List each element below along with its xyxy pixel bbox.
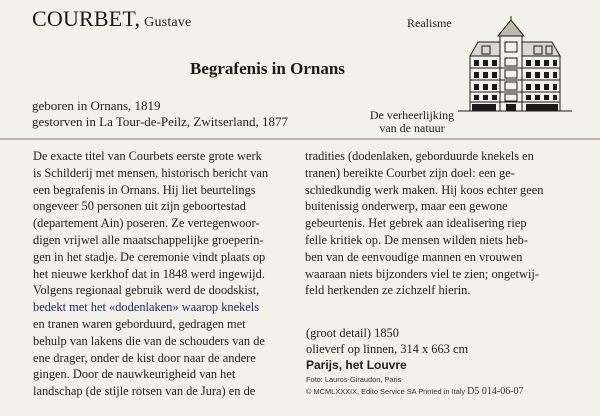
theme-caption <box>352 109 472 135</box>
text-line: ben van de eenvoudige mannen en vrouwen <box>305 249 523 264</box>
copyright-line <box>306 386 524 398</box>
text-line: schiedkundig werk maken. Hij koos echter geen <box>305 182 544 197</box>
photo-credit: Foto: Lauros-Giraudon, Paris <box>306 375 402 384</box>
painting-title: Begrafenis in Ornans <box>190 59 345 78</box>
text-line: en tranen waren geborduurd, gedragen met <box>33 316 246 331</box>
description-column-2 <box>305 148 575 299</box>
text-line: ene drager, onder de kist door naar de andere <box>33 350 256 365</box>
description-column-1 <box>33 148 285 400</box>
text-line: gingen. Door de nauwkeurigheid van het <box>33 367 236 382</box>
text-line: Volgens regionaal gebruik werd de doodskist, <box>33 283 260 298</box>
art-movement: Realisme <box>407 16 452 30</box>
death-info: gestorven in La Tour-de-Peilz, Zwitserland, 1877 <box>32 114 288 129</box>
text-line: (departement Ain) poseren. Ze vertegenwoor- <box>33 216 260 231</box>
artist-bio <box>32 98 288 130</box>
text-line: feld herkenden ze zichzelf hierin. <box>305 283 471 298</box>
text-line: behulp van lakens die van de schouders van de <box>33 333 265 348</box>
text-line: tradities (dodenlaken, geborduurde knekels en <box>305 149 534 163</box>
text-line: felle kritiek op. De mensen wilden niets heb- <box>305 232 528 247</box>
text-line: een begrafenis in Ornans. Hij liet beurtelings <box>33 182 256 197</box>
copyright-text: © MCMLXXXIX, Edito Service SA Printed in Italy <box>306 387 466 396</box>
birth-info: geboren in Ornans, 1819 <box>32 98 161 113</box>
medium-dimensions: olieverf op linnen, 314 x 663 cm <box>306 342 469 356</box>
theme-line-1: De verheerlijking <box>369 108 455 122</box>
text-line: landschap (de stijle rotsen van de Jura) en de <box>33 384 256 399</box>
credits <box>306 374 524 398</box>
text-line: buitenissig onderwerp, maar een gewone <box>305 199 508 214</box>
text-line: digen vrijwel alle maatschappelijke groeperin- <box>33 232 264 247</box>
text-line: De exacte titel van Courbets eerste grote werk <box>33 149 262 163</box>
text-line: is Schilderij met mensen, historisch bericht van <box>33 165 269 180</box>
text-line: het nieuwe kerkhof dat in 1848 werd ingewijd. <box>33 266 265 281</box>
artist-name <box>32 6 191 32</box>
text-line: ongeveer 50 personen uit zijn geboortestad <box>33 199 246 214</box>
text-line: gebeurtenis. Het gebrek aan idealisering riep <box>305 216 527 231</box>
text-line: gen in het stadje. De ceremonie vindt plaats op <box>33 249 266 264</box>
text-line: tranen) bereikte Courbet zijn doel: een ge- <box>305 165 515 180</box>
building-illustration-icon <box>456 16 574 114</box>
detail-year: (groot detail) 1850 <box>306 326 399 340</box>
text-line: bedekt met het «dodenlaken» waarop knekels <box>33 300 260 315</box>
card-code: D5 014-06-07 <box>467 386 524 397</box>
artist-firstname: Gustave <box>144 15 192 30</box>
painting-details <box>306 325 468 373</box>
theme-line-2: van de natuur <box>379 121 445 135</box>
text-line: waaraan niets bijzonders viel te zien; ongetwij- <box>305 266 539 281</box>
divider <box>0 138 600 140</box>
artist-surname: COURBET, <box>32 6 141 31</box>
museum-location: Parijs, het Louvre <box>306 358 407 372</box>
